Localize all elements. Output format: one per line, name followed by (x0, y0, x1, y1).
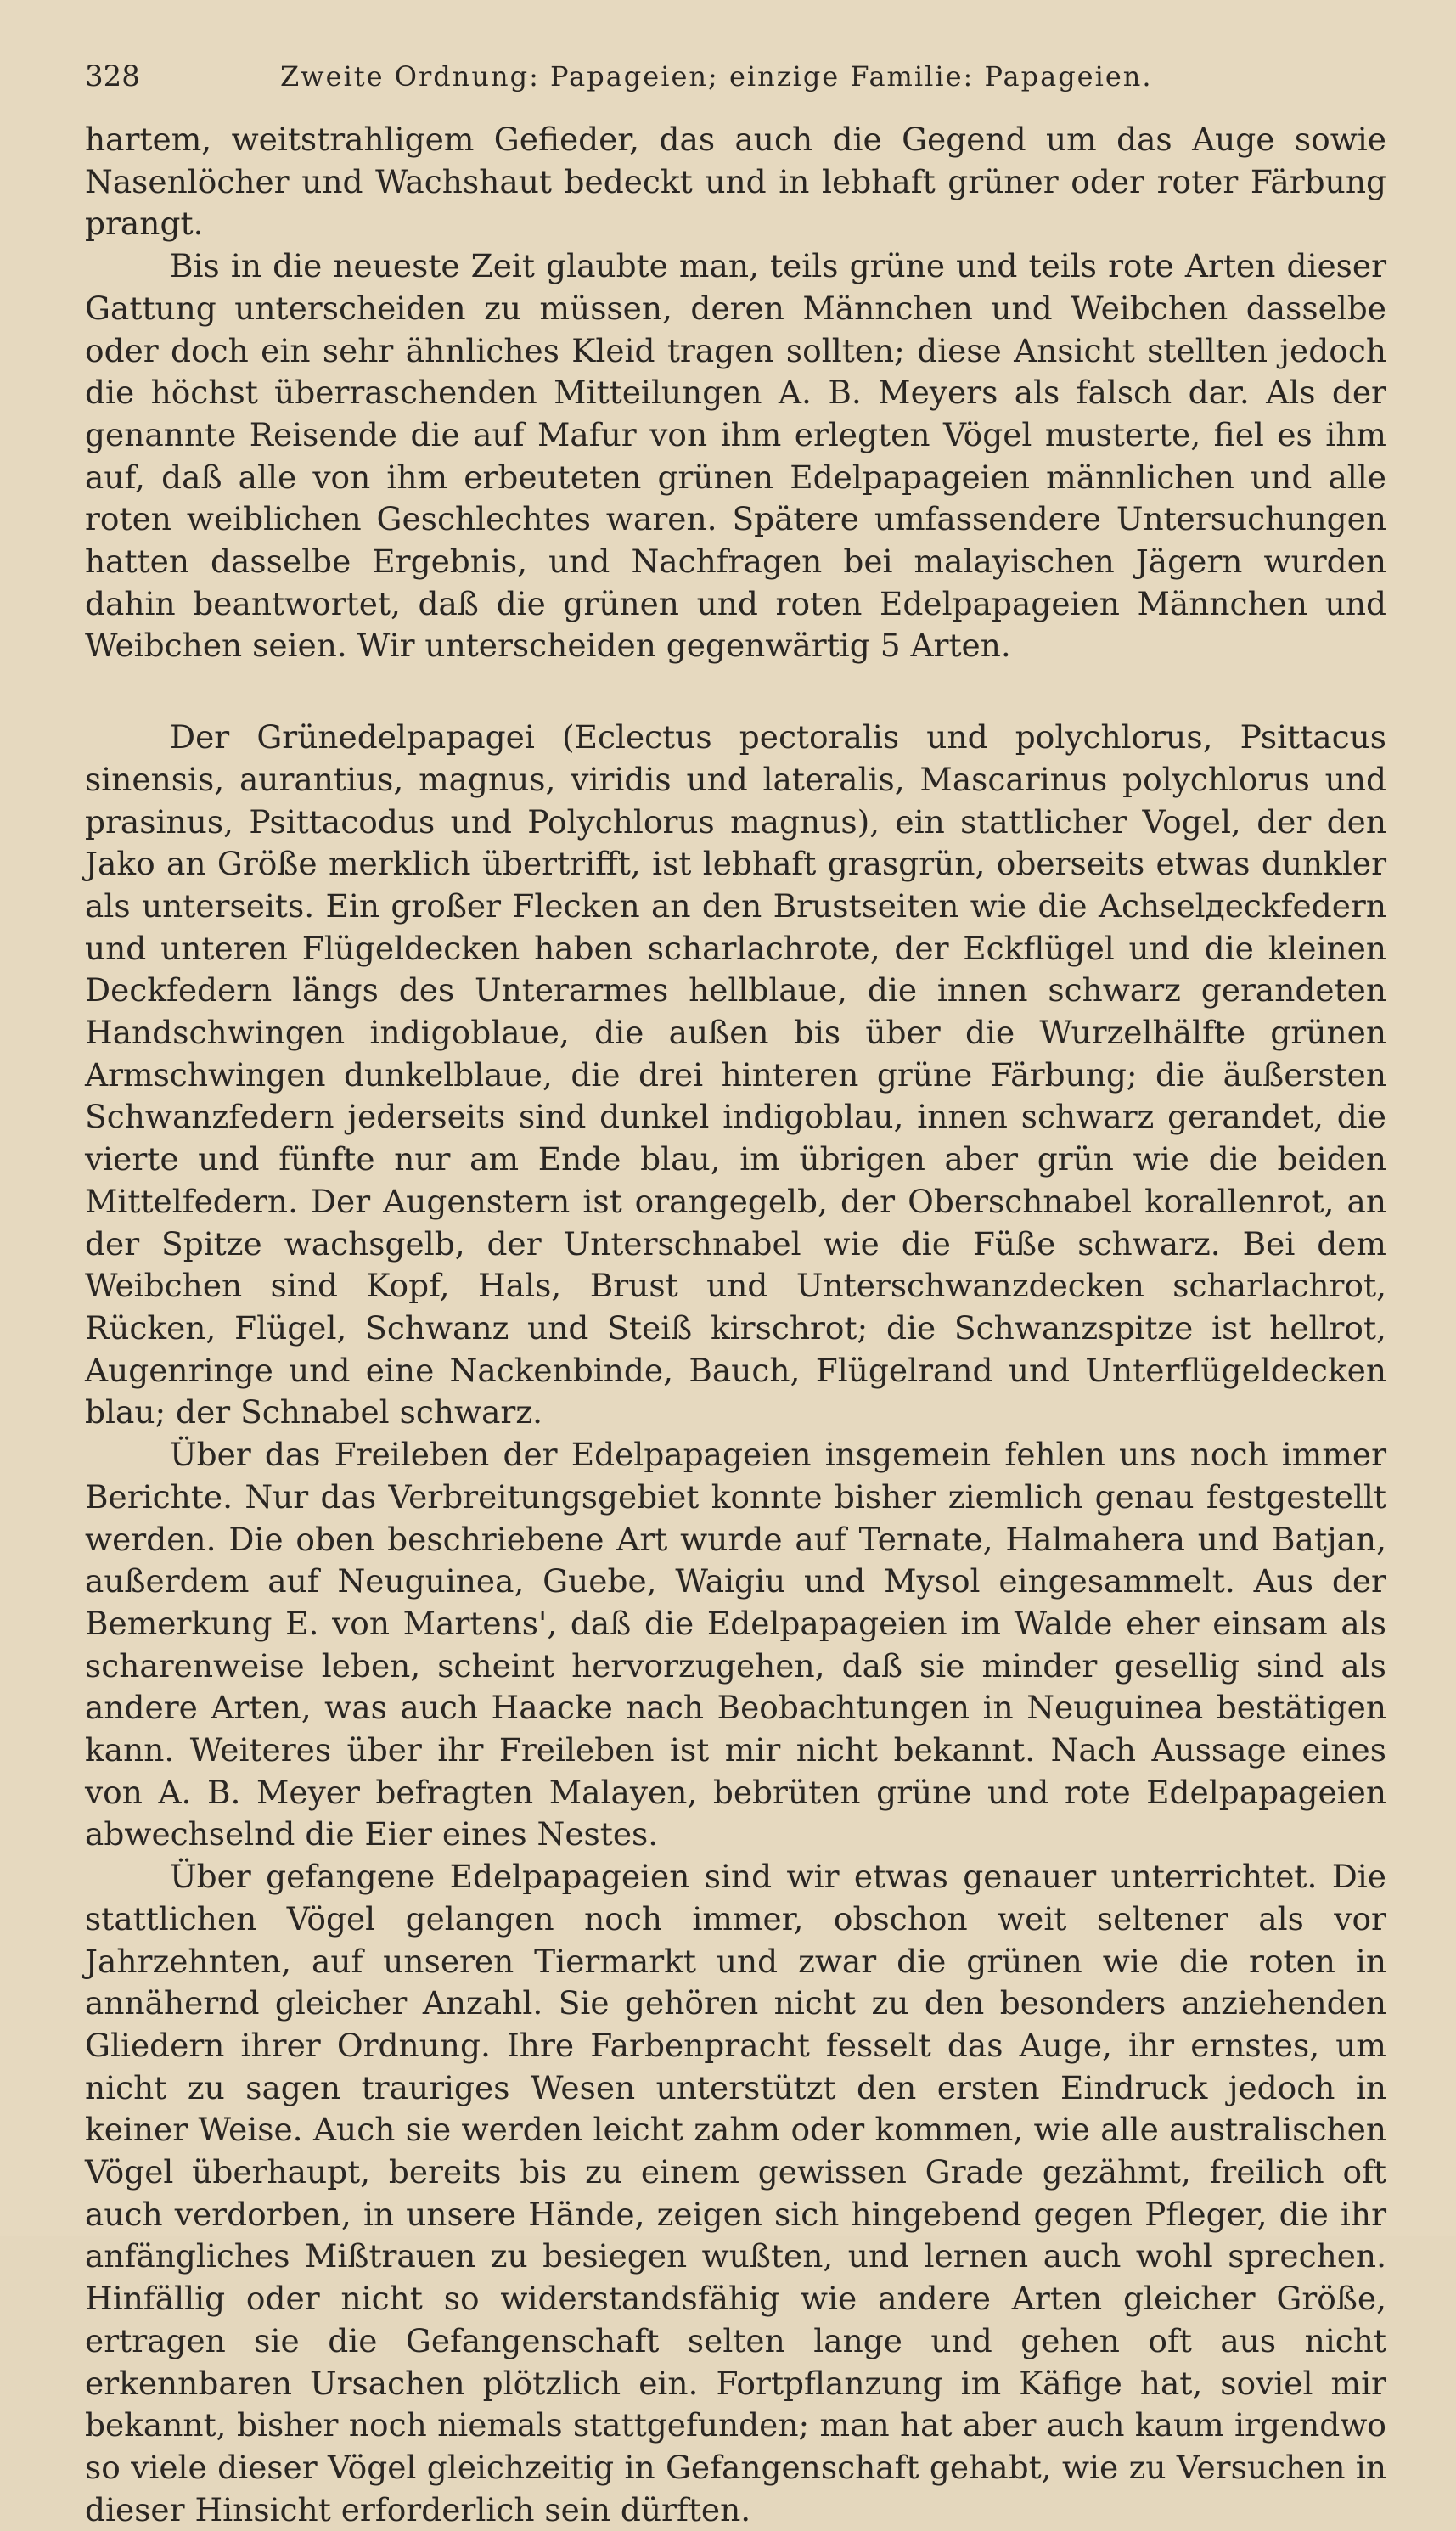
running-head: Zweite Ordnung: Papageien; einzige Familie: Papageien. (280, 60, 1153, 93)
page-header (85, 59, 1386, 119)
paragraph-free-life: Über das Freileben der Edelpapageien insgemein fehlen uns noch immer Berichte. Nur das Verbreitungsgebiet konnte bisher ziemlich genau festgestellt werden. Die oben beschriebene Art wurde auf Ternate, Halmahera und Batjan, außerdem auf Neuguinea, Guebe, Waigiu und Mysol eingesammelt. Aus der Bemerkung E. von Martens', daß die Edelpapageien im Walde eher einsam als scharenweise leben, scheint hervorzugehen, daß sie minder gesellig sind als andere Arten, was auch Haacke nach Beobachtungen in Neuguinea bestätigen kann. Weiteres über ihr Freileben ist mir nicht bekannt. Nach Aussage eines von A. B. Meyer befragten Malayen, bebrüten grüne und rote Edelpapageien abwechselnd die Eier eines Nestes. (85, 1436, 1386, 1853)
paragraph-species-description: Der Grünedelpapagei (Eclectus pectoralis und polychlorus, Psittacus sinensis, aurantius, magnus, viridis und lateralis, Mascarinus polychlorus und prasinus, Psittacodus und Polychlorus magnus), ein stattlicher Vogel, der den Jako an Größe merklich übertrifft, ist lebhaft grasgrün, oberseits etwas dunkler als unterseits. Ein großer Flecken an den Brustseiten wie die Achselдeckfedern und unteren Flügeldecken haben scharlachrote, der Eckflügel und die kleinen Deckfedern längs des Unterarmes hellblaue, die innen schwarz gerandeten Handschwingen indigoblaue, die außen bis über die Wurzelhälfte grünen Armschwingen dunkelblaue, die drei hinteren grüne Färbung; die äußersten Schwanzfedern jederseits sind dunkel indigoblau, innen schwarz gerandet, die vierte und fünfte nur am Ende blau, im übrigen aber grün wie die beiden Mittelfedern. Der Augenstern ist orangegelb, der Oberschnabel korallenrot, an der Spitze wachsgelb, der Unterschnabel wie die Füße schwarz. Bei dem Weibchen sind Kopf, Hals, Brust und Unterschwanzdecken scharlachrot, Rücken, Flügel, Schwanz und Steiß kirschrot; die Schwanzspitze ist hellrot, Augenringe und eine Nackenbinde, Bauch, Flügelrand und Unterflügeldecken blau; der Schnabel schwarz. (85, 718, 1386, 1431)
paragraph-continuation: hartem, weitstrahligem Gefieder, das auch die Gegend um das Auge sowie Nasenlöcher und Wachshaut bedeckt und in lebhaft grüner oder roter Färbung prangt. (85, 121, 1386, 243)
body-text (85, 119, 1386, 2531)
page-number: 328 (85, 59, 140, 93)
paragraph-captivity: Über gefangene Edelpapageien sind wir etwas genauer unterrichtet. Die stattlichen Vögel gelangen noch immer, obschon weit seltener als vor Jahrzehnten, auf unseren Tiermarkt und zwar die grünen wie die roten in annähernd gleicher Anzahl. Sie gehören nicht zu den besonders anziehenden Gliedern ihrer Ordnung. Ihre Farbenpracht fesselt das Auge, ihr ernstes, um nicht zu sagen trauriges Wesen unterstützt den ersten Eindruck jedoch in keiner Weise. Auch sie werden leicht zahm oder kommen, wie alle australischen Vögel überhaupt, bereits bis zu einem gewissen Grade gezähmt, freilich oft auch verdorben, in unsere Hände, zeigen sich hingebend gegen Pfleger, die ihr anfängliches Mißtrauen zu besiegen wußten, und lernen auch wohl sprechen. Hinfällig oder nicht so widerstandsfähig wie andere Arten gleicher Größe, ertragen sie die Gefangenschaft selten lange und gehen oft aus nicht erkennbaren Ursachen plötzlich ein. Fortpflanzung im Käfige hat, soviel mir bekannt, bisher noch niemals stattgefunden; man hat aber auch kaum irgendwo so viele dieser Vögel gleichzeitig in Gefangenschaft gehabt, wie zu Versuchen in dieser Hinsicht erforderlich sein dürften. (85, 1858, 1386, 2528)
paragraph-species-history: Bis in die neueste Zeit glaubte man, teils grüne und teils rote Arten dieser Gattung unterscheiden zu müssen, deren Männchen und Weibchen dasselbe oder doch ein sehr ähnliches Kleid tragen sollten; diese Ansicht stellten jedoch die höchst überraschenden Mitteilungen A. B. Meyers als falsch dar. Als der genannte Reisende die auf Mafur von ihm erlegten Vögel musterte, fiel es ihm auf, daß alle von ihm erbeuteten grünen Edelpapageien männlichen und alle roten weiblichen Geschlechtes waren. Spätere umfassendere Untersuchungen hatten dasselbe Ergebnis, und Nachfragen bei malayischen Jägern wurden dahin beantwortet, daß die grünen und roten Edelpapageien Männchen und Weibchen seien. Wir unterscheiden gegenwärtig 5 Arten. (85, 247, 1386, 665)
